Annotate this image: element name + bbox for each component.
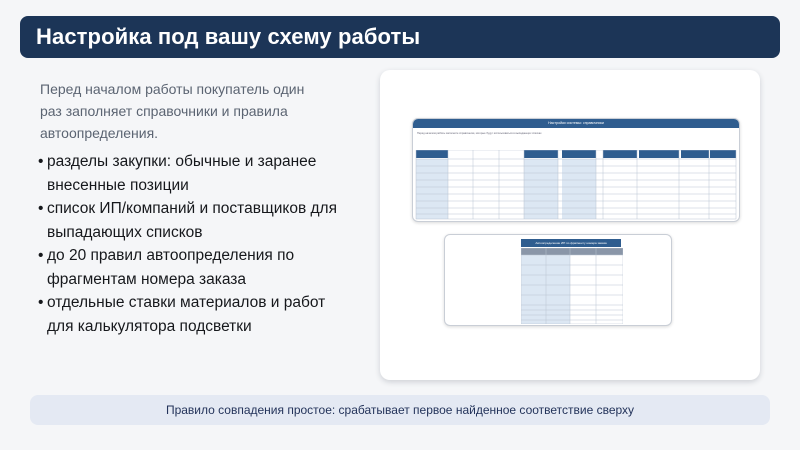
feature-list bbox=[38, 150, 338, 338]
sheet-header bbox=[413, 119, 739, 128]
feature-item bbox=[38, 150, 338, 197]
feature-text: разделы закупки: обычные и заранее внесенные позиции bbox=[47, 153, 317, 194]
rules-sheet-grid bbox=[521, 248, 623, 324]
feature-item bbox=[38, 197, 338, 244]
sheet-header: Автоопределение ИП по фрагменту номера заказа bbox=[521, 239, 621, 247]
page-title: Настройка под вашу схему работы bbox=[36, 24, 421, 49]
bullet-icon: • bbox=[38, 294, 44, 311]
footer-note-bar bbox=[30, 395, 770, 425]
bullet-icon: • bbox=[38, 200, 44, 217]
footer-note: Правило совпадения простое: срабатывает первое найденное соответствие сверху bbox=[165, 403, 635, 417]
sheet-title: Настройки системы: справочники bbox=[548, 121, 604, 125]
feature-item bbox=[38, 244, 338, 291]
title-bar bbox=[20, 16, 780, 58]
bullet-icon: • bbox=[38, 153, 44, 170]
rules-sheet-preview bbox=[444, 234, 672, 326]
sheet-note: Перед началом работы заполните справочники, которые будут использоваться в выпадающих списках. bbox=[417, 132, 543, 135]
feature-text: список ИП/компаний и поставщиков для выпадающих списков bbox=[47, 200, 337, 241]
feature-text: до 20 правил автоопределения по фрагментам номера заказа bbox=[47, 247, 295, 288]
spreadsheet-preview-card bbox=[380, 70, 760, 380]
feature-item bbox=[38, 291, 338, 338]
settings-sheet-preview bbox=[412, 118, 740, 222]
intro-text: Перед началом работы покупатель один раз заполняет справочники и правила автоопределения. bbox=[40, 81, 305, 141]
settings-sheet-grid bbox=[413, 150, 740, 222]
bullet-icon: • bbox=[38, 247, 44, 264]
feature-text: отдельные ставки материалов и работ для калькулятора подсветки bbox=[47, 294, 326, 335]
